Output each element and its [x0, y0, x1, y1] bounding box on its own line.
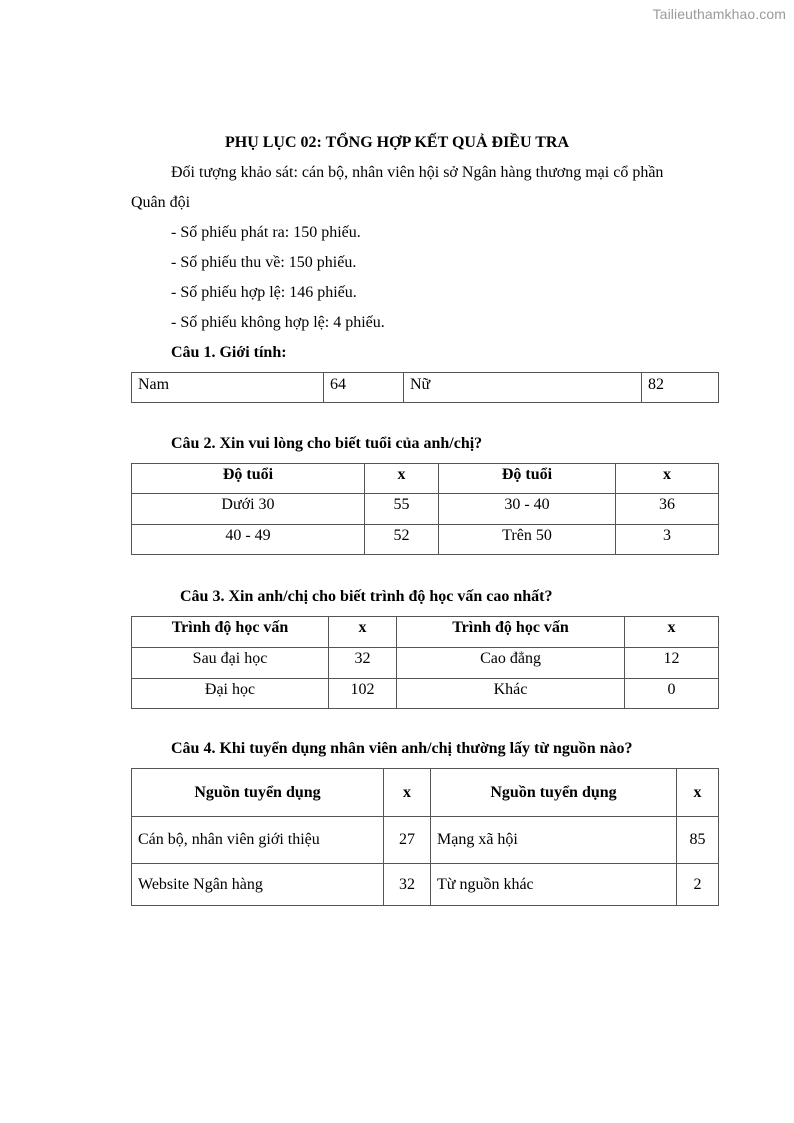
table-row [132, 494, 719, 525]
intro-line-2: Quân đội [131, 194, 191, 211]
q2-header-age: Độ tuổi [132, 464, 365, 494]
q3-header-education-2: Trình độ học vấn [397, 617, 625, 648]
q4-title: Câu 4. Khi tuyển dụng nhân viên anh/chị thường lấy từ nguồn nào? [171, 740, 633, 757]
q2-table [131, 463, 719, 555]
q3-cell: Khác [397, 679, 625, 709]
q2-title: Câu 2. Xin vui lòng cho biết tuổi của anh/chị? [171, 435, 483, 452]
q3-cell: 32 [329, 648, 397, 679]
q4-cell: Website Ngân hàng [132, 864, 384, 906]
q2-cell: 30 - 40 [439, 494, 616, 525]
q1-label-male: Nam [132, 373, 324, 403]
table-header-row [132, 464, 719, 494]
table-header-row [132, 617, 719, 648]
q3-cell: 0 [625, 679, 719, 709]
q1-title: Câu 1. Giới tính: [171, 344, 287, 361]
q2-header-age-2: Độ tuổi [439, 464, 616, 494]
q3-header-x-2: x [625, 617, 719, 648]
q2-header-x: x [365, 464, 439, 494]
q3-header-education: Trình độ học vấn [132, 617, 329, 648]
q4-cell: Cán bộ, nhân viên giới thiệu [132, 817, 384, 864]
q4-cell: Mạng xã hội [431, 817, 677, 864]
table-row [132, 817, 719, 864]
table-row [132, 525, 719, 555]
q4-cell: 85 [677, 817, 719, 864]
q4-header-x-2: x [677, 769, 719, 817]
q3-cell: Cao đẳng [397, 648, 625, 679]
q1-label-female: Nữ [404, 373, 642, 403]
q4-cell: 32 [384, 864, 431, 906]
q2-header-x-2: x [616, 464, 719, 494]
intro-line-1: Đối tượng khảo sát: cán bộ, nhân viên hội sở Ngân hàng thương mại cổ phần [171, 164, 664, 181]
q1-table [131, 372, 719, 403]
stat-collected: - Số phiếu thu về: 150 phiếu. [171, 254, 357, 271]
watermark: Tailieuthamkhao.com [652, 6, 786, 22]
q4-header-x: x [384, 769, 431, 817]
q4-cell: Từ nguồn khác [431, 864, 677, 906]
q2-cell: Dưới 30 [132, 494, 365, 525]
stat-valid: - Số phiếu hợp lệ: 146 phiếu. [171, 284, 357, 301]
q1-value-male: 64 [324, 373, 404, 403]
q3-cell: 102 [329, 679, 397, 709]
q2-cell: 40 - 49 [132, 525, 365, 555]
q4-cell: 27 [384, 817, 431, 864]
q4-header-source: Nguồn tuyển dụng [132, 769, 384, 817]
q2-cell: 36 [616, 494, 719, 525]
q1-value-female: 82 [642, 373, 719, 403]
q4-table [131, 768, 719, 906]
q2-cell: 3 [616, 525, 719, 555]
q3-cell: 12 [625, 648, 719, 679]
stat-issued: - Số phiếu phát ra: 150 phiếu. [171, 224, 361, 241]
q2-cell: 55 [365, 494, 439, 525]
q3-table [131, 616, 719, 709]
table-row [132, 679, 719, 709]
page-title: PHỤ LỤC 02: TỔNG HỢP KẾT QUẢ ĐIỀU TRA [224, 134, 570, 151]
table-row [132, 648, 719, 679]
table-row [132, 373, 719, 403]
q3-title: Câu 3. Xin anh/chị cho biết trình độ học vấn cao nhất? [180, 588, 553, 605]
q4-header-source-2: Nguồn tuyển dụng [431, 769, 677, 817]
q3-cell: Sau đại học [132, 648, 329, 679]
q2-cell: 52 [365, 525, 439, 555]
table-row [132, 864, 719, 906]
q3-header-x: x [329, 617, 397, 648]
q2-cell: Trên 50 [439, 525, 616, 555]
stat-invalid: - Số phiếu không hợp lệ: 4 phiếu. [171, 314, 385, 331]
table-header-row [132, 769, 719, 817]
q3-cell: Đại học [132, 679, 329, 709]
q4-cell: 2 [677, 864, 719, 906]
